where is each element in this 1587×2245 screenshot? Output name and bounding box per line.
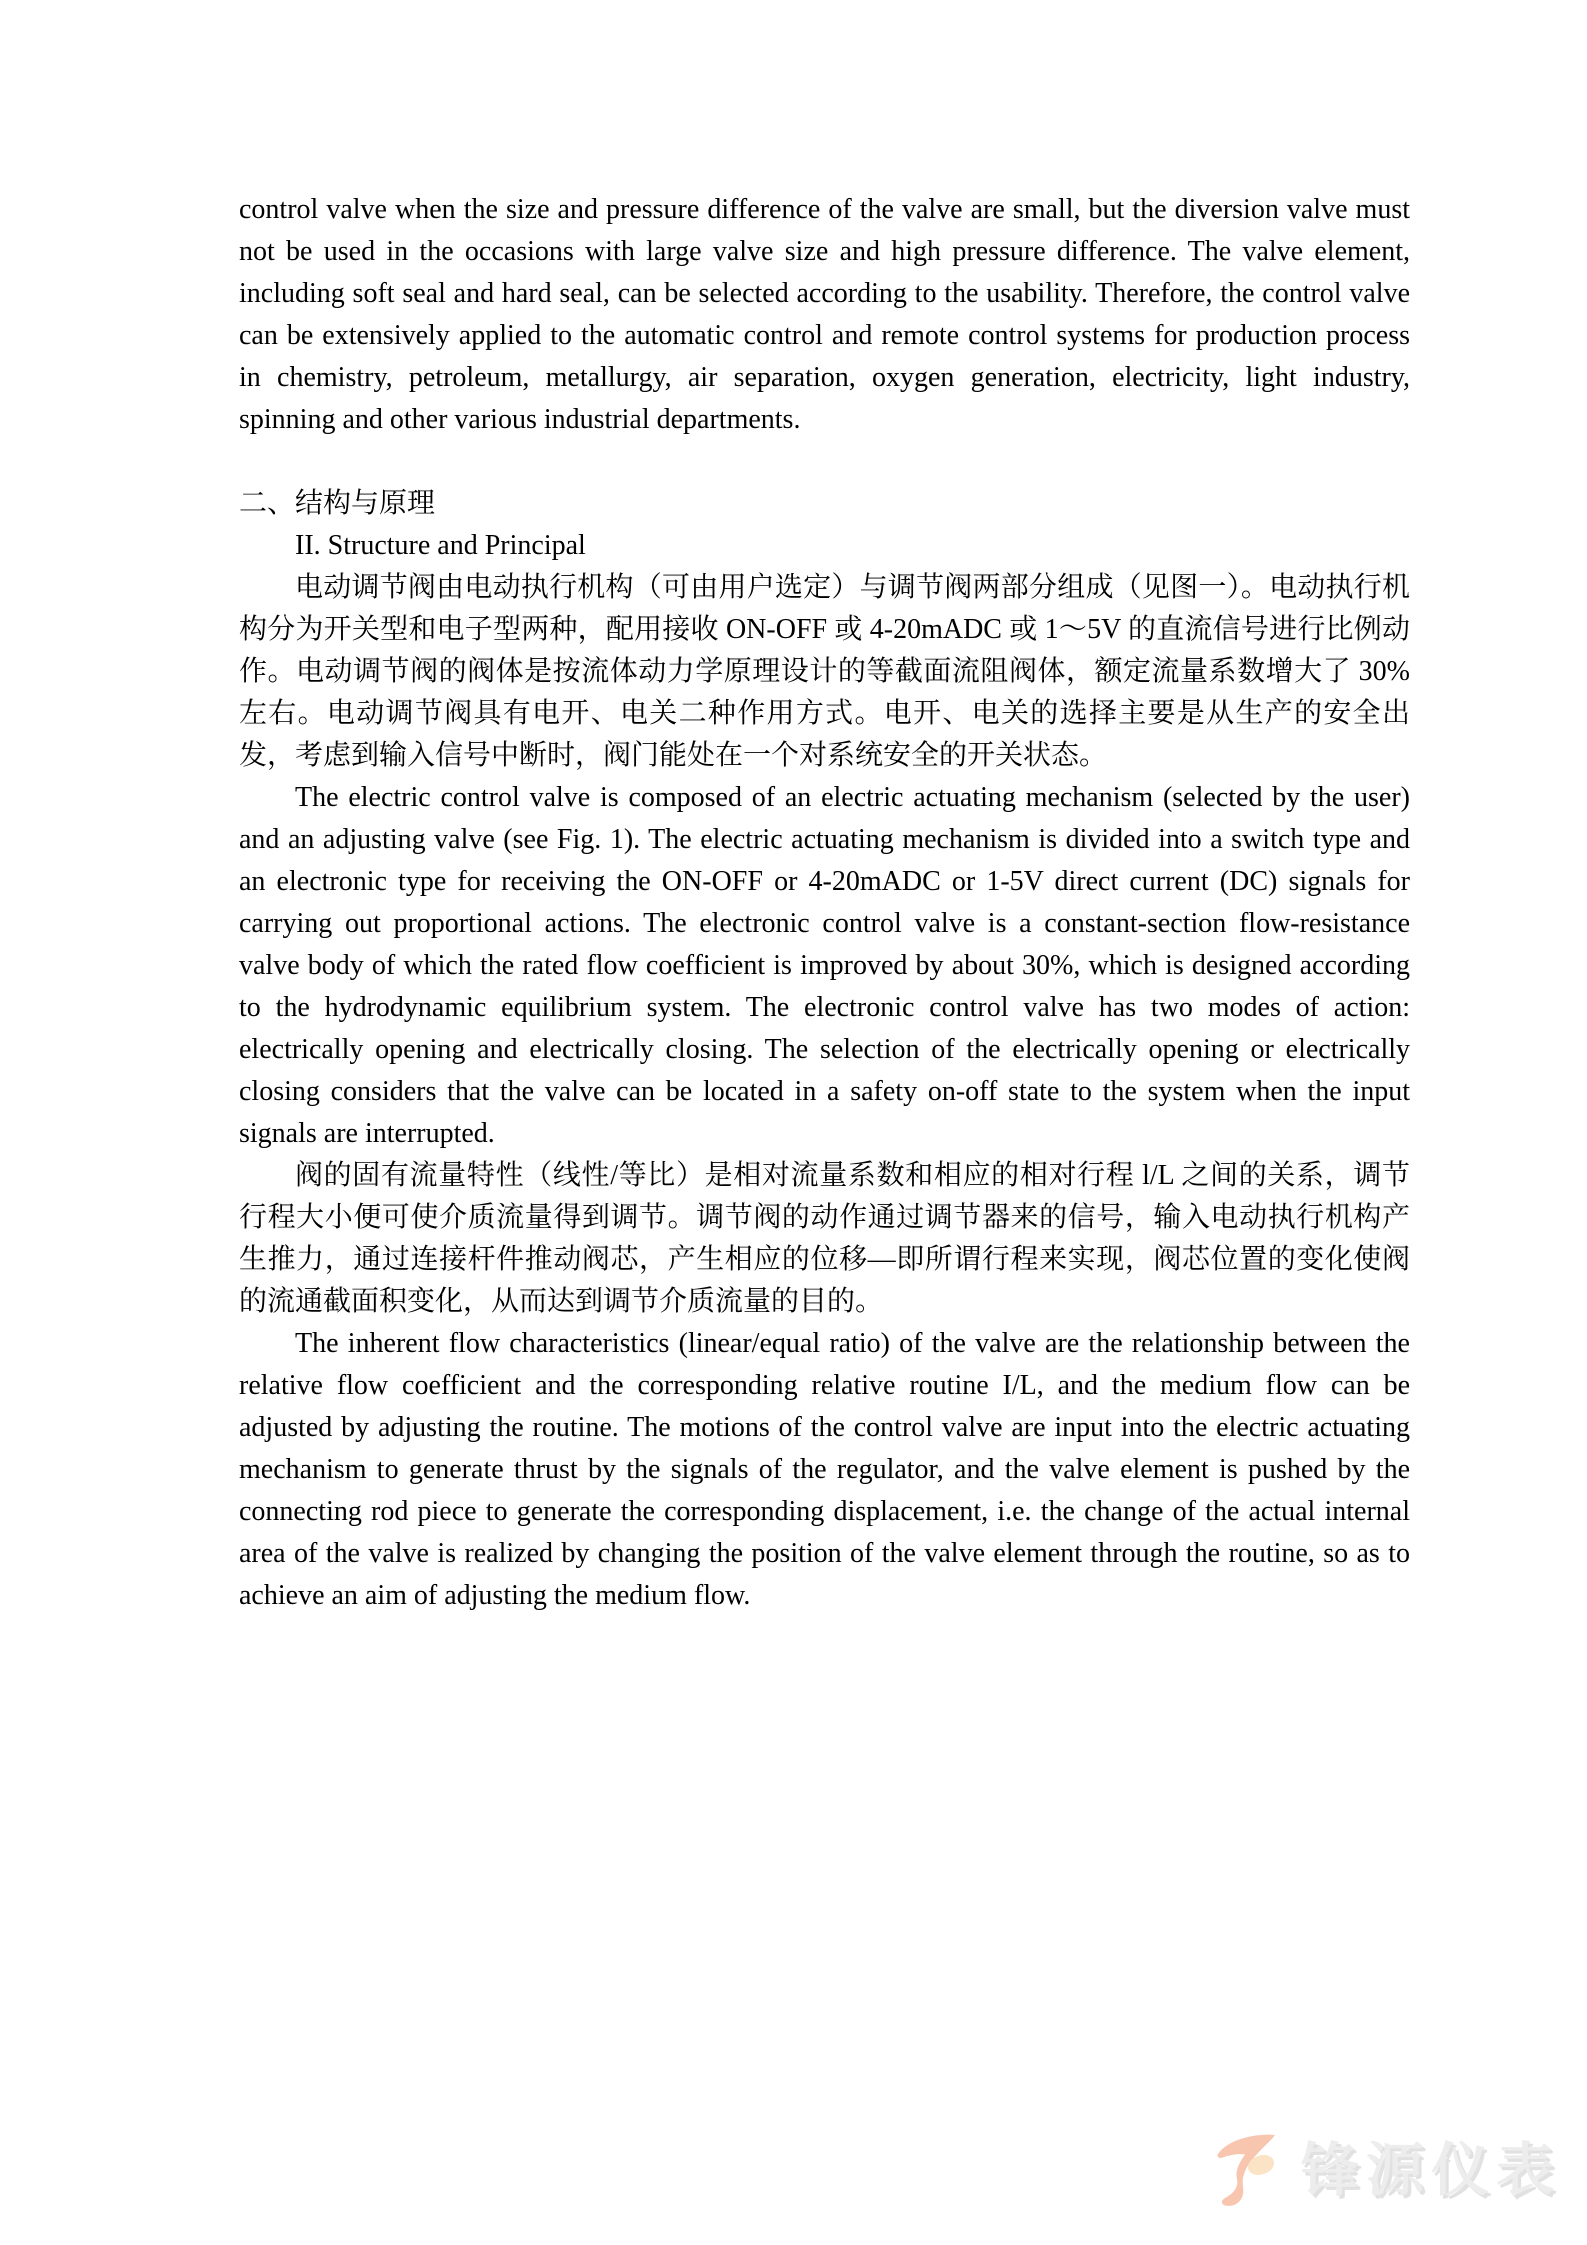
brand-name-text: 锋源仪表 [1300,2135,1561,2204]
brand-logo-icon [1211,2132,1283,2207]
section-heading-chinese: 二、结构与原理 [239,488,436,519]
paragraph-english-flow: The inherent flow characteristics (linear/equal ratio) of the valve are the relationship between the relative flow coefficient and the corresponding relative routine I/L, and the medium flow can be adjusted by adjusting the routine. The motions of the control valve are input into the electric actuating mechanism to generate thrust by the signals of the regulator, and the valve element is pushed by the connecting rod piece to generate the corresponding displacement, i.e. the change of the actual internal area of the valve is realized by changing the position of the valve element through the routine, so as to achieve an aim of adjusting the medium flow. [239,1328,1410,1611]
section-heading-english: II. Structure and Principal [295,530,586,561]
paragraph-english-structure: The electric control valve is composed of an electric actuating mechanism (selected by the user) and an adjusting valve (see Fig. 1). The electric actuating mechanism is divided into a switch type and an electronic type for receiving the ON-OFF or 4-20mADC or 1-5V direct current (DC) signals for carrying out proportional actions. The electronic control valve is a constant-section flow-resistance valve body of which the rated flow coefficient is improved by about 30%, which is designed according to the hydrodynamic equilibrium system. The electronic control valve has two modes of action: electrically opening and electrically closing. The selection of the electrically opening or electrically closing considers that the valve can be located in a safety on-off state to the system when the input signals are interrupted. [239,782,1410,1149]
watermark [1211,2132,1561,2207]
paragraph-chinese-structure: 电动调节阀由电动执行机构（可由用户选定）与调节阀两部分组成（见图一）。电动执行机构分为开关型和电子型两种，配用接收 ON-OFF 或 4-20mADC 或 1～5V 的直流信号进行比例动作。电动调节阀的阀体是按流体动力学原理设计的等截面流阻阀体，额定流量系数增大了 30%左右。电动调节阀具有电开、电关二种作用方式。电开、电关的选择主要是从生产的安全出发，考虑到输入信号中断时，阀门能处在一个对系统安全的开关状态。 [239,572,1410,771]
paragraph-chinese-flow: 阀的固有流量特性（线性/等比）是相对流量系数和相应的相对行程 l/L 之间的关系，调节行程大小便可使介质流量得到调节。调节阀的动作通过调节器来的信号，输入电动执行机构产生推力，通过连接杆件推动阀芯，产生相应的位移—即所谓行程来实现，阀芯位置的变化使阀的流通截面积变化，从而达到调节介质流量的目的。 [239,1160,1410,1317]
paragraph-english-intro: control valve when the size and pressure difference of the valve are small, but the diversion valve must not be used in the occasions with large valve size and high pressure difference. The valve element, including soft seal and hard seal, can be selected according to the usability. Therefore, the control valve can be extensively applied to the automatic control and remote control systems for production process in chemistry, petroleum, metallurgy, air separation, oxygen generation, electricity, light industry, spinning and other various industrial departments. [239,194,1410,435]
document-body [239,189,1410,1617]
